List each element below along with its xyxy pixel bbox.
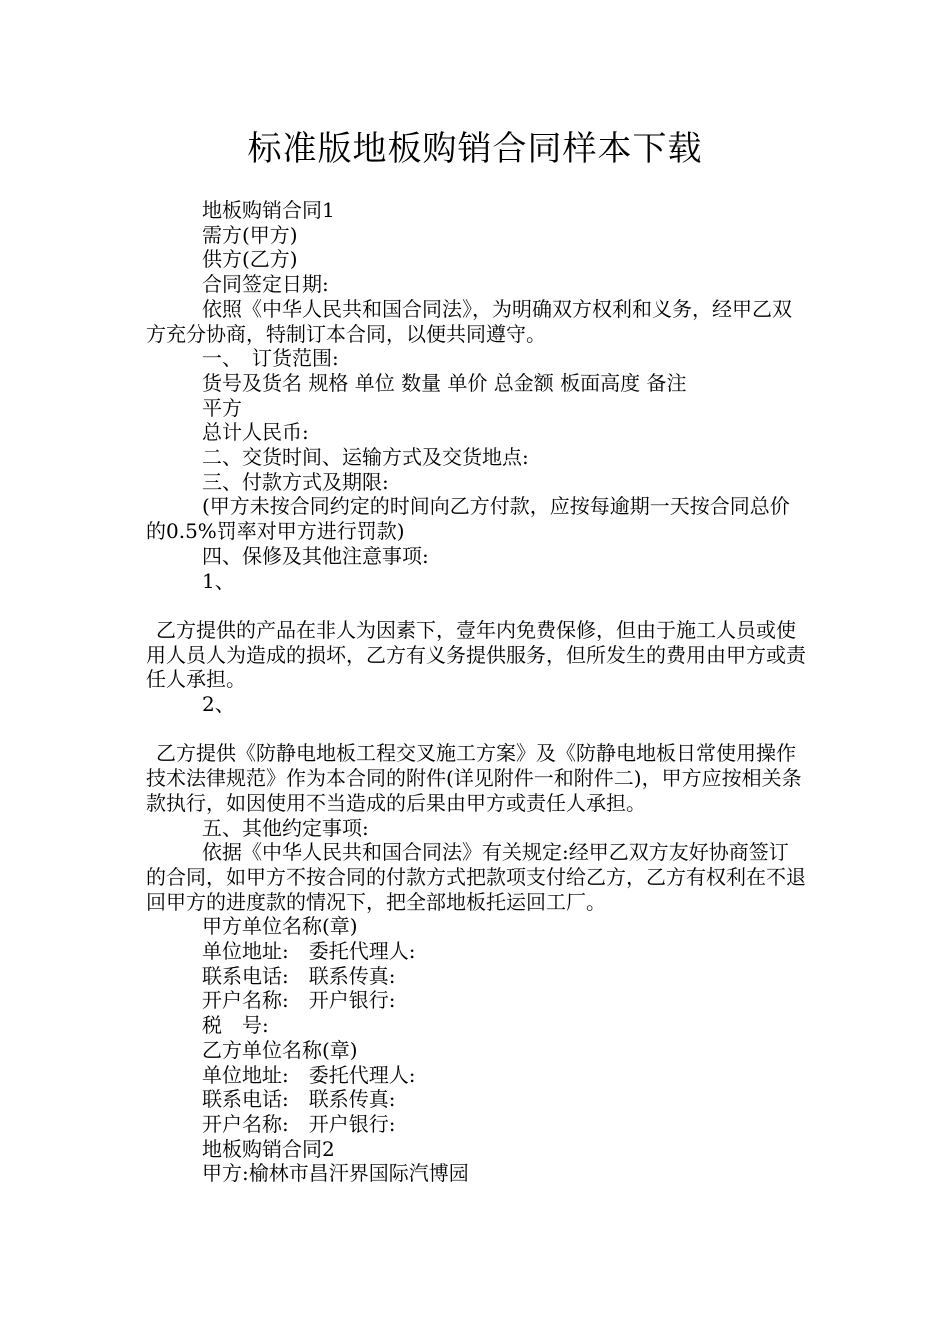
paragraph-party-b-bank: 开户名称: 开户银行: (202, 1111, 396, 1136)
paragraph-total: 总计人民币: (202, 420, 309, 445)
paragraph-contract-1-heading: 地板购销合同1 (202, 198, 335, 222)
paragraph-other-terms: 依据《中华人民共和国合同法》有关规定:经甲乙双方友好协商签订的合同，如甲方不按合同的付款方式把款项支付给乙方，乙方有权利在不退回甲方的进度款的情况下，把全部地板托运回工厂。 (146, 840, 806, 914)
document-title: 标准版地板购销合同样本下载 (247, 129, 703, 169)
paragraph-item-2: 2、 (202, 692, 235, 717)
paragraph-unit: 平方 (202, 395, 242, 420)
paragraph-party-b-name: 乙方单位名称(章) (202, 1037, 358, 1062)
paragraph-party-b-phone: 联系电话: 联系传真: (202, 1087, 396, 1112)
paragraph-supplier: 供方(乙方) (202, 247, 298, 272)
paragraph-tax-number: 税 号: (202, 1013, 269, 1038)
paragraph-party-a-phone: 联系电话: 联系传真: (202, 963, 396, 988)
paragraph-contract-2-party-a: 甲方:榆林市昌汗界国际汽博园 (202, 1161, 469, 1186)
paragraph-sign-date: 合同签定日期: (202, 272, 329, 297)
paragraph-buyer: 需方(甲方) (202, 222, 298, 247)
document-body (146, 198, 808, 1186)
paragraph-party-a-address: 单位地址: 委托代理人: (202, 939, 416, 964)
paragraph-contract-2-heading: 地板购销合同2 (202, 1136, 335, 1161)
paragraph-item-columns: 货号及货名 规格 单位 数量 单价 总金额 板面高度 备注 (202, 370, 687, 395)
section-other-terms: 五、其他约定事项: (202, 815, 369, 840)
section-payment: 三、付款方式及期限: (202, 469, 389, 494)
paragraph-item-1: 1、 (202, 568, 235, 593)
paragraph-payment-penalty: (甲方未按合同约定的时间向乙方付款，应按每逾期一天按合同总价的0.5%罚率对甲方进行罚款) (146, 494, 790, 544)
blank-line (146, 593, 808, 618)
blank-line (146, 717, 808, 742)
paragraph-preamble: 依照《中华人民共和国合同法》，为明确双方权利和义务，经甲乙双方充分协商，特制订本合同，以便共同遵守。 (146, 296, 792, 346)
section-delivery: 二、交货时间、运输方式及交货地点: (202, 445, 529, 470)
section-warranty: 四、保修及其他注意事项: (202, 543, 429, 568)
section-order-scope: 一、 订货范围: (202, 346, 339, 371)
paragraph-party-b-address: 单位地址: 委托代理人: (202, 1062, 416, 1087)
paragraph-warranty-terms: 乙方提供的产品在非人为因素下，壹年内免费保修，但由于施工人员或使用人员人为造成的损坏，乙方有义务提供服务，但所发生的费用由甲方或责任人承担。 (146, 617, 806, 692)
paragraph-attachments: 乙方提供《防静电地板工程交叉施工方案》及《防静电地板日常使用操作技术法律规范》作为本合同的附件(详见附件一和附件二)，甲方应按相关条款执行，如因使用不当造成的后果由甲方或责任人承担。 (146, 741, 802, 815)
paragraph-party-a-name: 甲方单位名称(章) (202, 914, 358, 939)
paragraph-party-a-bank: 开户名称: 开户银行: (202, 988, 396, 1013)
